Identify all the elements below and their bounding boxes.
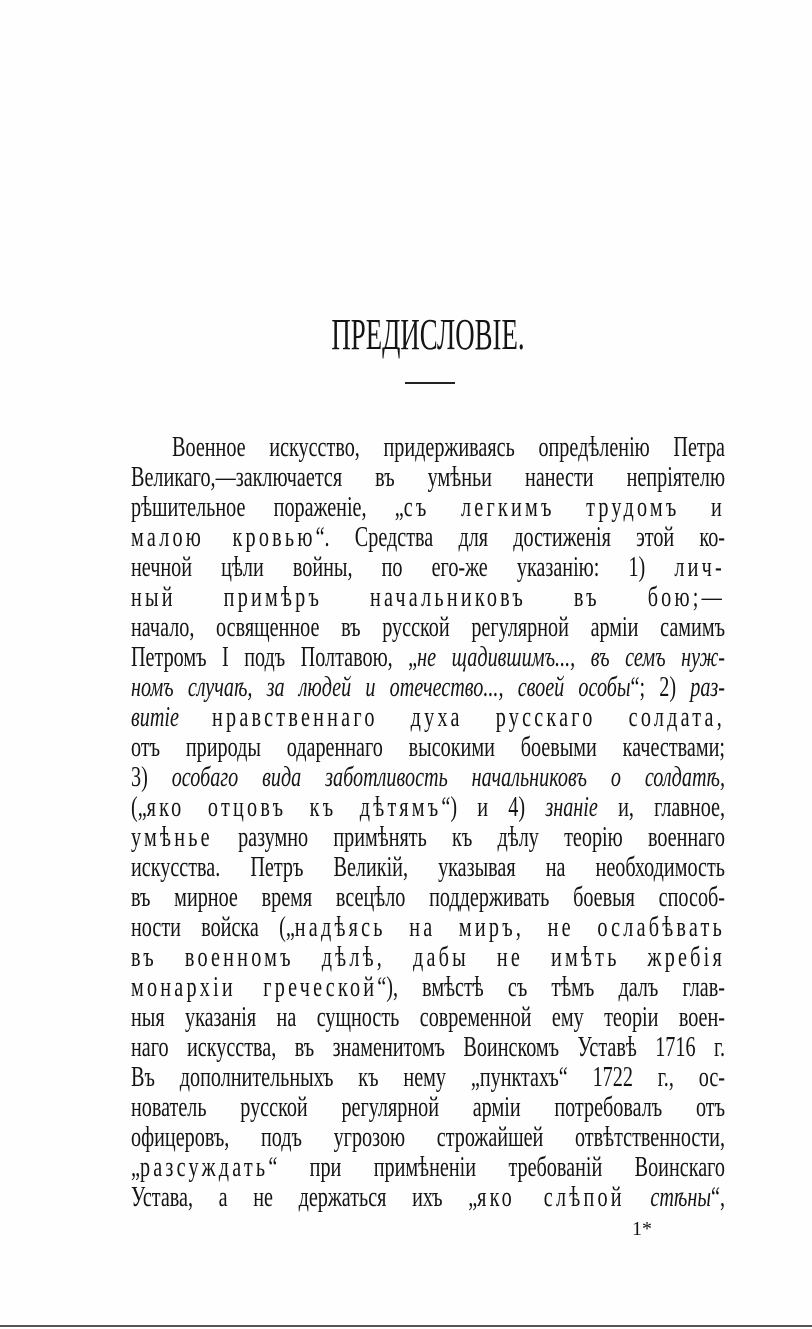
text-run-normal: нечной цѣли войны, по его-же указанію: 1) <box>131 553 675 583</box>
text-line <box>131 793 725 823</box>
text-run-normal: въ мирное время всецѣло поддерживать боевыя способ- <box>131 883 725 913</box>
text-line <box>131 703 725 733</box>
text-line <box>131 1063 725 1093</box>
text-run-spaced: разсуждать <box>139 1153 269 1183</box>
text-run-italic: не щадившимъ..., въ семъ нуж- <box>417 643 725 673</box>
text-line <box>131 883 725 913</box>
text-run-normal: и, главное, <box>597 793 725 823</box>
text-run-spaced: лич- <box>674 553 725 583</box>
text-line <box>131 613 725 643</box>
text-run-italic: особаго вида заботливость начальниковъ о солдатѣ, <box>171 763 725 793</box>
text-run-normal: “. Средства для достиженія этой ко- <box>315 523 725 553</box>
text-run-normal: наго искусства, въ знаменитомъ Воинскомъ Уставѣ 1716 г. <box>131 1033 725 1063</box>
text-run-normal: ности войска („ <box>131 913 295 943</box>
text-run-spaced: надѣясь на миръ, не ослабѣвать <box>294 913 725 943</box>
text-line <box>131 673 725 703</box>
text-run-normal: ныя указанія на сущность современной ему теоріи воен- <box>131 1003 725 1033</box>
text-line <box>131 553 725 583</box>
text-line <box>131 823 725 853</box>
text-line <box>131 943 725 973</box>
text-run-spaced: умѣнье <box>131 823 213 853</box>
text-run-italic: раз- <box>690 673 725 703</box>
preface-body <box>131 433 725 1213</box>
text-line <box>131 523 725 553</box>
scan-edge <box>0 1325 812 1327</box>
text-run-normal: нователь русской регулярной арміи потребовалъ отъ <box>131 1093 725 1123</box>
text-run-spaced: въ военномъ дѣлѣ, дабы не имѣть жребія <box>131 943 725 973</box>
text-run-normal: „ <box>131 1153 140 1183</box>
text-line <box>131 1003 725 1033</box>
text-run-spaced: яко слѣпой <box>477 1183 625 1213</box>
text-run-normal: Военное искусство, придерживаясь опредѣленію Петра <box>172 433 725 463</box>
text-line <box>131 853 725 883</box>
text-run-italic: стѣны <box>624 1183 712 1213</box>
text-run-spaced: монархіи греческой <box>131 973 378 1003</box>
text-line <box>131 733 725 763</box>
text-run-normal: “; 2) <box>630 673 691 703</box>
text-run-normal: рѣшительное пораженіе, „ <box>131 493 404 523</box>
text-run-normal: начало, освященное въ русской регулярной арміи самимъ <box>131 613 725 643</box>
text-run-spaced: яко отцовъ къ дѣтямъ <box>146 793 442 823</box>
text-line <box>131 1033 725 1063</box>
text-run-normal: “, <box>711 1183 725 1213</box>
text-run-normal: офицеровъ, подъ угрозою строжайшей отвѣтственности, <box>131 1123 725 1153</box>
text-line <box>131 1123 725 1153</box>
text-run-normal: “ при примѣненіи требованій Воинскаго <box>268 1153 725 1183</box>
text-run-italic: знаніе <box>545 793 598 823</box>
text-line <box>131 463 725 493</box>
text-line <box>131 913 725 943</box>
text-run-normal: Въ дополнительныхъ къ нему „пунктахъ“ 1722 г., ос- <box>131 1063 725 1093</box>
text-run-italic: витіе <box>131 703 179 733</box>
text-run-normal: Петромъ I подъ Полтавою, „ <box>131 643 418 673</box>
text-run-spaced: съ легкимъ трудомъ и <box>403 493 725 523</box>
text-run-spaced: нравственнаго духа русскаго солдата, <box>178 703 725 733</box>
text-line <box>131 1153 725 1183</box>
text-run-spaced: ный примѣръ начальниковъ въ бою;— <box>131 583 725 613</box>
page-title: ПРЕДИСЛОВІЕ. <box>331 310 525 359</box>
text-line <box>131 493 725 523</box>
text-line <box>131 433 725 463</box>
text-run-italic: номъ случаѣ, за людей и отечество..., своей особы <box>131 673 631 703</box>
text-run-normal: Великаго,—заключается въ умѣньи нанести непріятелю <box>131 463 725 493</box>
text-run-spaced: малою кровью <box>131 523 316 553</box>
text-run-normal: “) и 4) <box>441 793 546 823</box>
text-line <box>131 763 725 793</box>
text-line <box>131 643 725 673</box>
text-run-normal: отъ природы одареннаго высокими боевыми качествами; <box>131 733 725 763</box>
text-line <box>131 1093 725 1123</box>
page-number: 1* <box>632 1218 652 1240</box>
text-run-normal: разумно примѣнять къ дѣлу теорію военнаго <box>212 823 725 853</box>
text-run-normal: („ <box>131 793 147 823</box>
text-run-normal: искусства. Петръ Великій, указывая на необходимость <box>131 853 725 883</box>
text-line <box>131 1183 725 1213</box>
text-run-normal: Устава, а не держаться ихъ „ <box>131 1183 478 1213</box>
text-run-normal: “), вмѣстѣ съ тѣмъ далъ глав- <box>377 973 725 1003</box>
text-line <box>131 973 725 1003</box>
text-line <box>131 583 725 613</box>
text-run-normal: 3) <box>131 763 172 793</box>
title-rule <box>405 382 455 384</box>
